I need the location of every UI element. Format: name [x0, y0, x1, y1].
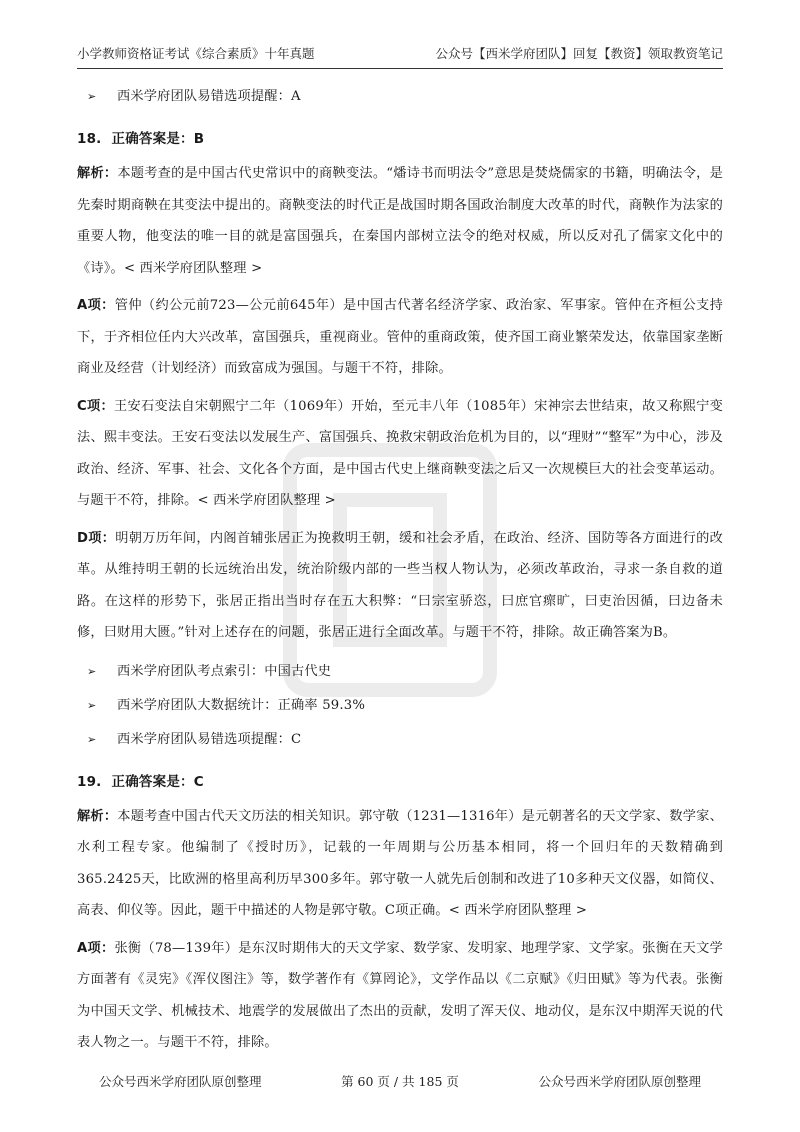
- q18-option-a-label: A项：: [77, 298, 115, 313]
- page-number: 第 60 页 / 共 185 页: [341, 1074, 459, 1089]
- arrow-bullet-icon: ➢: [87, 732, 97, 746]
- q18-analysis-text: 本题考查的是中国古代史常识中的商鞅变法。“燔诗书而明法令”意思是焚烧儒家的书籍，明确法令，是先秦时期商鞅在其变法中提出的。商鞅变法的时代正是战国时期各国政治制度大改革的时代，商鞅作为法家的重要人物，他变法的唯一目的就是富国强兵，在秦国内部树立法令的绝对权威，所以反对孔了儒家文化中的《诗》。< 西米学府团队整理 >: [77, 166, 723, 276]
- page-content: [77, 80, 723, 1065]
- arrow-bullet-icon: ➢: [87, 698, 97, 712]
- q19-number: 19.: [77, 773, 102, 790]
- q18-option-c-label: C项：: [77, 398, 115, 414]
- arrow-bullet-icon: ➢: [87, 90, 97, 103]
- bullet-text: 西米学府团队易错选项提醒：A: [117, 89, 301, 104]
- q19-analysis: [77, 801, 723, 927]
- footer-right: 公众号西米学府团队原创整理: [538, 1074, 701, 1089]
- q19-analysis-label: 解析：: [77, 808, 118, 824]
- q18-option-c-text: 王安石变法自宋朝熙宁二年（1069年）开始，至元丰八年（1085年）宋神宗去世结束，故又称熙宁变法、熙丰变法。王安石变法以发展生产、富国强兵、挽救宋朝政治危机为目的，以“理财”“整军”为中心，涉及政治、经济、军事、社会、文化各个方面，是中国古代史上继商鞅变法之后又一次规模巨大的社会变革运动。与题干不符，排除。< 西米学府团队整理 >: [77, 398, 724, 508]
- q19-answer-text: 正确答案是：C: [111, 773, 204, 790]
- q18-analysis: [77, 158, 723, 284]
- q18-answer: [77, 122, 723, 156]
- q19-option-a: [77, 933, 723, 1059]
- bullet-text: 西米学府团队易错选项提醒：C: [117, 731, 302, 747]
- header-promo: 公众号【西米学府团队】回复【教资】领取教资笔记: [435, 46, 723, 61]
- bullet-text: 西米学府团队大数据统计：正确率 59.3%: [117, 697, 366, 713]
- page-header: [77, 42, 723, 69]
- q18-option-d-text: 明朝万历年间，内阁首辅张居正为挽救明王朝，缓和社会矛盾，在政治、经济、国防等各方面进行的改革。从维持明王朝的长远统治出发，统治阶级内部的一些当权人物认为，必须改革政治，寻求一条自救的道路。在这样的形势下，张居正指出当时存在五大积弊：“曰宗室骄恣，曰庶官瘝旷，曰吏治因循，曰边备未修，曰财用大匮。”针对上述存在的问题，张居正进行全面改革。与题干不符，排除。故正确答案为B。: [77, 530, 724, 640]
- arrow-bullet-icon: ➢: [87, 664, 97, 678]
- bullet-text: 西米学府团队考点索引：中国古代史: [117, 663, 332, 679]
- bullet-statistics: [77, 689, 723, 723]
- q18-number: 18.: [77, 131, 102, 147]
- footer-left: 公众号西米学府团队原创整理: [99, 1074, 262, 1089]
- bullet-topic-index: [77, 655, 723, 689]
- q18-analysis-label: 解析：: [77, 166, 118, 181]
- q19-option-a-label: A项：: [77, 940, 115, 956]
- q18-option-d-label: D项：: [77, 530, 116, 546]
- q19-analysis-text: 本题考查中国古代天文历法的相关知识。郭守敬（1231—1316年）是元朝著名的天文学家、数学家、水利工程专家。他编制了《授时历》，记载的一年周期与公历基本相同，将一个回归年的天数精确到365.2425天，比欧洲的格里高利历早300多年。郭守敬一人就先后创制和改进了10多种天文仪器，如简仪、高表、仰仪等。因此，题干中描述的人物是郭守敬。C项正确。< 西米学府团队整理 >: [77, 808, 723, 918]
- q19-answer: [77, 765, 723, 799]
- q18-option-d: [77, 523, 723, 649]
- q18-answer-text: 正确答案是：B: [111, 131, 205, 147]
- q18-option-a-text: 管仲（约公元前723—公元前645年）是中国古代著名经济学家、政治家、军事家。管仲在齐桓公支持下，于齐相位任内大兴改革，富国强兵，重视商业。管仲的重商政策，使齐国工商业繁荣发达，依靠国家垄断商业及经营（计划经济）而致富成为强国。与题干不符，排除。: [77, 298, 723, 376]
- q18-option-a: [77, 290, 723, 385]
- bullet-error-tip: [77, 723, 723, 757]
- bullet-error-tip: [77, 80, 723, 114]
- page-footer: [77, 1072, 723, 1096]
- q18-option-c: [77, 391, 723, 517]
- q19-option-a-text: 张衡（78—139年）是东汉时期伟大的天文学家、数学家、发明家、地理学家、文学家。张衡在天文学方面著有《灵宪》《浑仪图注》等，数学著作有《算罔论》，文学作品以《二京赋》《归田赋》等为代表。张衡为中国天文学、机械技术、地震学的发展做出了杰出的贡献，发明了浑天仪、地动仪，是东汉中期浑天说的代表人物之一。与题干不符，排除。: [77, 940, 723, 1050]
- header-title: 小学教师资格证考试《综合素质》十年真题: [77, 46, 315, 61]
